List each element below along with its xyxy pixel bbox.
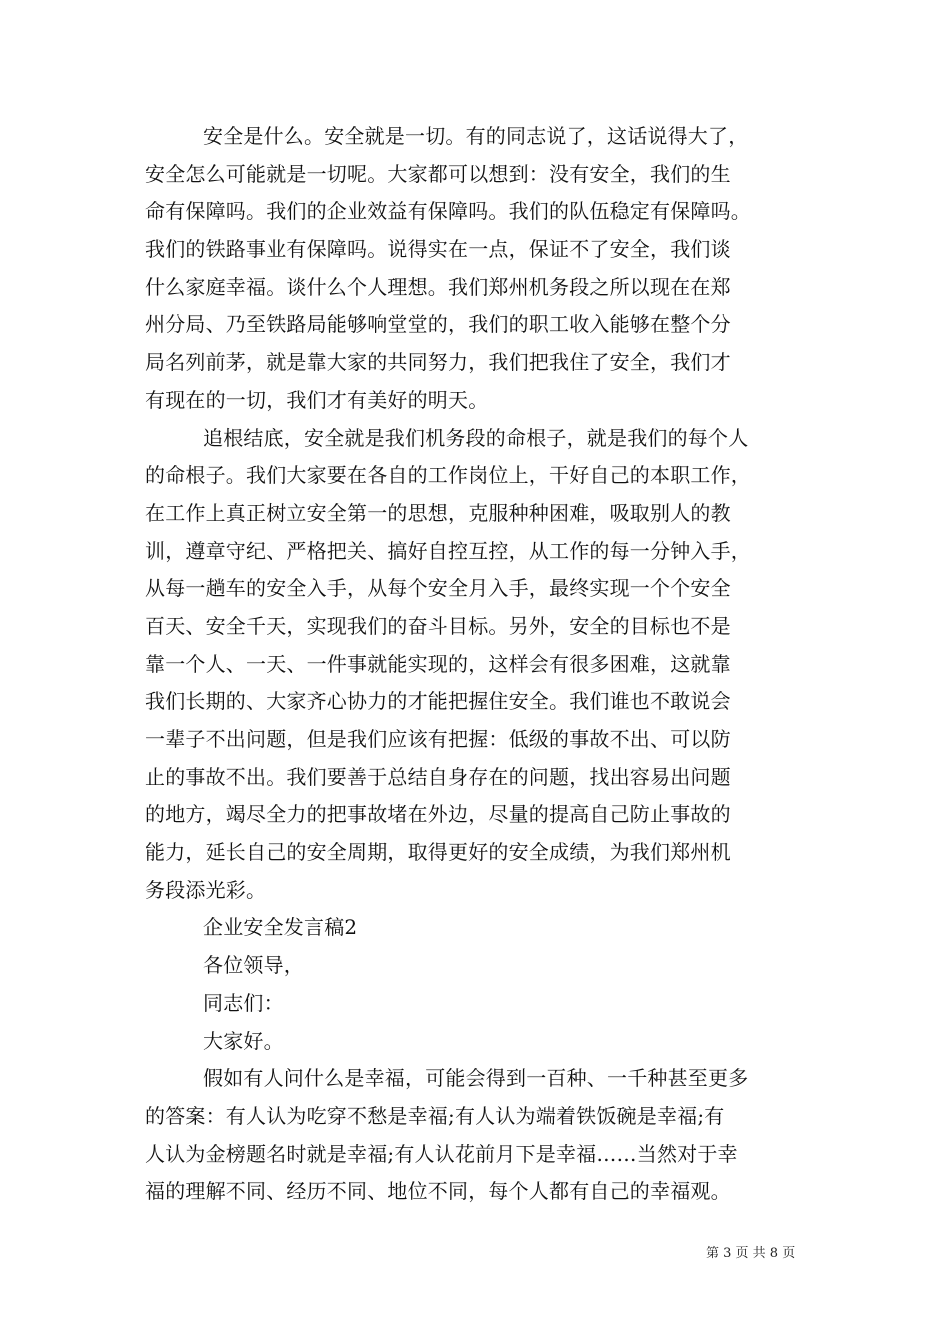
text-line: 我们长期的、大家齐心协力的才能把握住安全。我们谁也不敢说会 <box>145 689 731 714</box>
text-line: 止的事故不出。我们要善于总结自身存在的问题，找出容易出问题 <box>145 764 731 789</box>
text-line: 大家好。 <box>203 1028 284 1053</box>
paragraph <box>145 947 815 985</box>
paragraph <box>145 985 815 1023</box>
text-line: 在工作上真正树立安全第一的思想，克服种种困难，吸取别人的教 <box>145 500 731 525</box>
text-line: 从每一趟车的安全入手，从每个安全月入手，最终实现一个个安全 <box>145 576 731 601</box>
paragraph <box>145 420 815 910</box>
paragraph <box>145 909 815 947</box>
text-line: 百天、安全千天，实现我们的奋斗目标。另外，安全的目标也不是 <box>145 613 731 638</box>
text-line: 的答案：有人认为吃穿不愁是幸福;有人认为端着铁饭碗是幸福;有 <box>145 1103 725 1128</box>
text-line: 我们的铁路事业有保障吗。说得实在一点，保证不了安全，我们谈 <box>145 237 731 262</box>
page-number: 第 3 页 共 8 页 <box>706 1246 796 1261</box>
text-line: 一辈子不出问题，但是我们应该有把握：低级的事故不出、可以防 <box>145 727 731 751</box>
text-line: 有现在的一切，我们才有美好的明天。 <box>145 387 489 412</box>
text-line: 的命根子。我们大家要在各自的工作岗位上，干好自己的本职工作， <box>145 463 751 488</box>
text-line: 靠一个人、一天、一件事就能实现的，这样会有很多困难，这就靠 <box>145 651 731 676</box>
text-line: 假如有人问什么是幸福，可能会得到一百种、一千种甚至更多 <box>203 1066 749 1091</box>
text-line: 什么家庭幸福。谈什么个人理想。我们郑州机务段之所以现在在郑 <box>145 274 731 299</box>
text-line: 命有保障吗。我们的企业效益有保障吗。我们的队伍稳定有保障吗。 <box>145 199 751 224</box>
text-line: 能力，延长自己的安全周期，取得更好的安全成绩，为我们郑州机 <box>145 840 731 865</box>
paragraph <box>145 118 815 420</box>
document-body <box>145 118 815 1211</box>
text-line: 州分局、乃至铁路局能够响堂堂的，我们的职工收入能够在整个分 <box>145 312 731 337</box>
text-line: 人认为金榜题名时就是幸福;有人认花前月下是幸福……当然对于幸 <box>145 1141 738 1166</box>
text-line: 同志们： <box>203 990 284 1015</box>
text-line: 的地方，竭尽全力的把事故堵在外边，尽量的提高自己防止事故的 <box>145 802 731 827</box>
text-line: 务段添光彩。 <box>145 877 267 902</box>
text-line: 追根结底，安全就是我们机务段的命根子，就是我们的每个人 <box>203 425 749 450</box>
text-line: 福的理解不同、经历不同、地位不同，每个人都有自己的幸福观。 <box>145 1179 731 1204</box>
text-line: 安全怎么可能就是一切呢。大家都可以想到：没有安全，我们的生 <box>145 161 731 186</box>
text-line: 各位领导， <box>203 953 304 978</box>
text-line: 企业安全发言稿2 <box>203 915 358 940</box>
paragraph <box>145 1060 815 1211</box>
paragraph <box>145 1023 815 1061</box>
text-line: 局名列前茅，就是靠大家的共同努力，我们把我住了安全，我们才 <box>145 350 731 375</box>
text-line: 训，遵章守纪、严格把关、搞好自控互控，从工作的每一分钟入手， <box>145 538 751 563</box>
text-line: 安全是什么。安全就是一切。有的同志说了，这话说得大了， <box>203 124 749 148</box>
